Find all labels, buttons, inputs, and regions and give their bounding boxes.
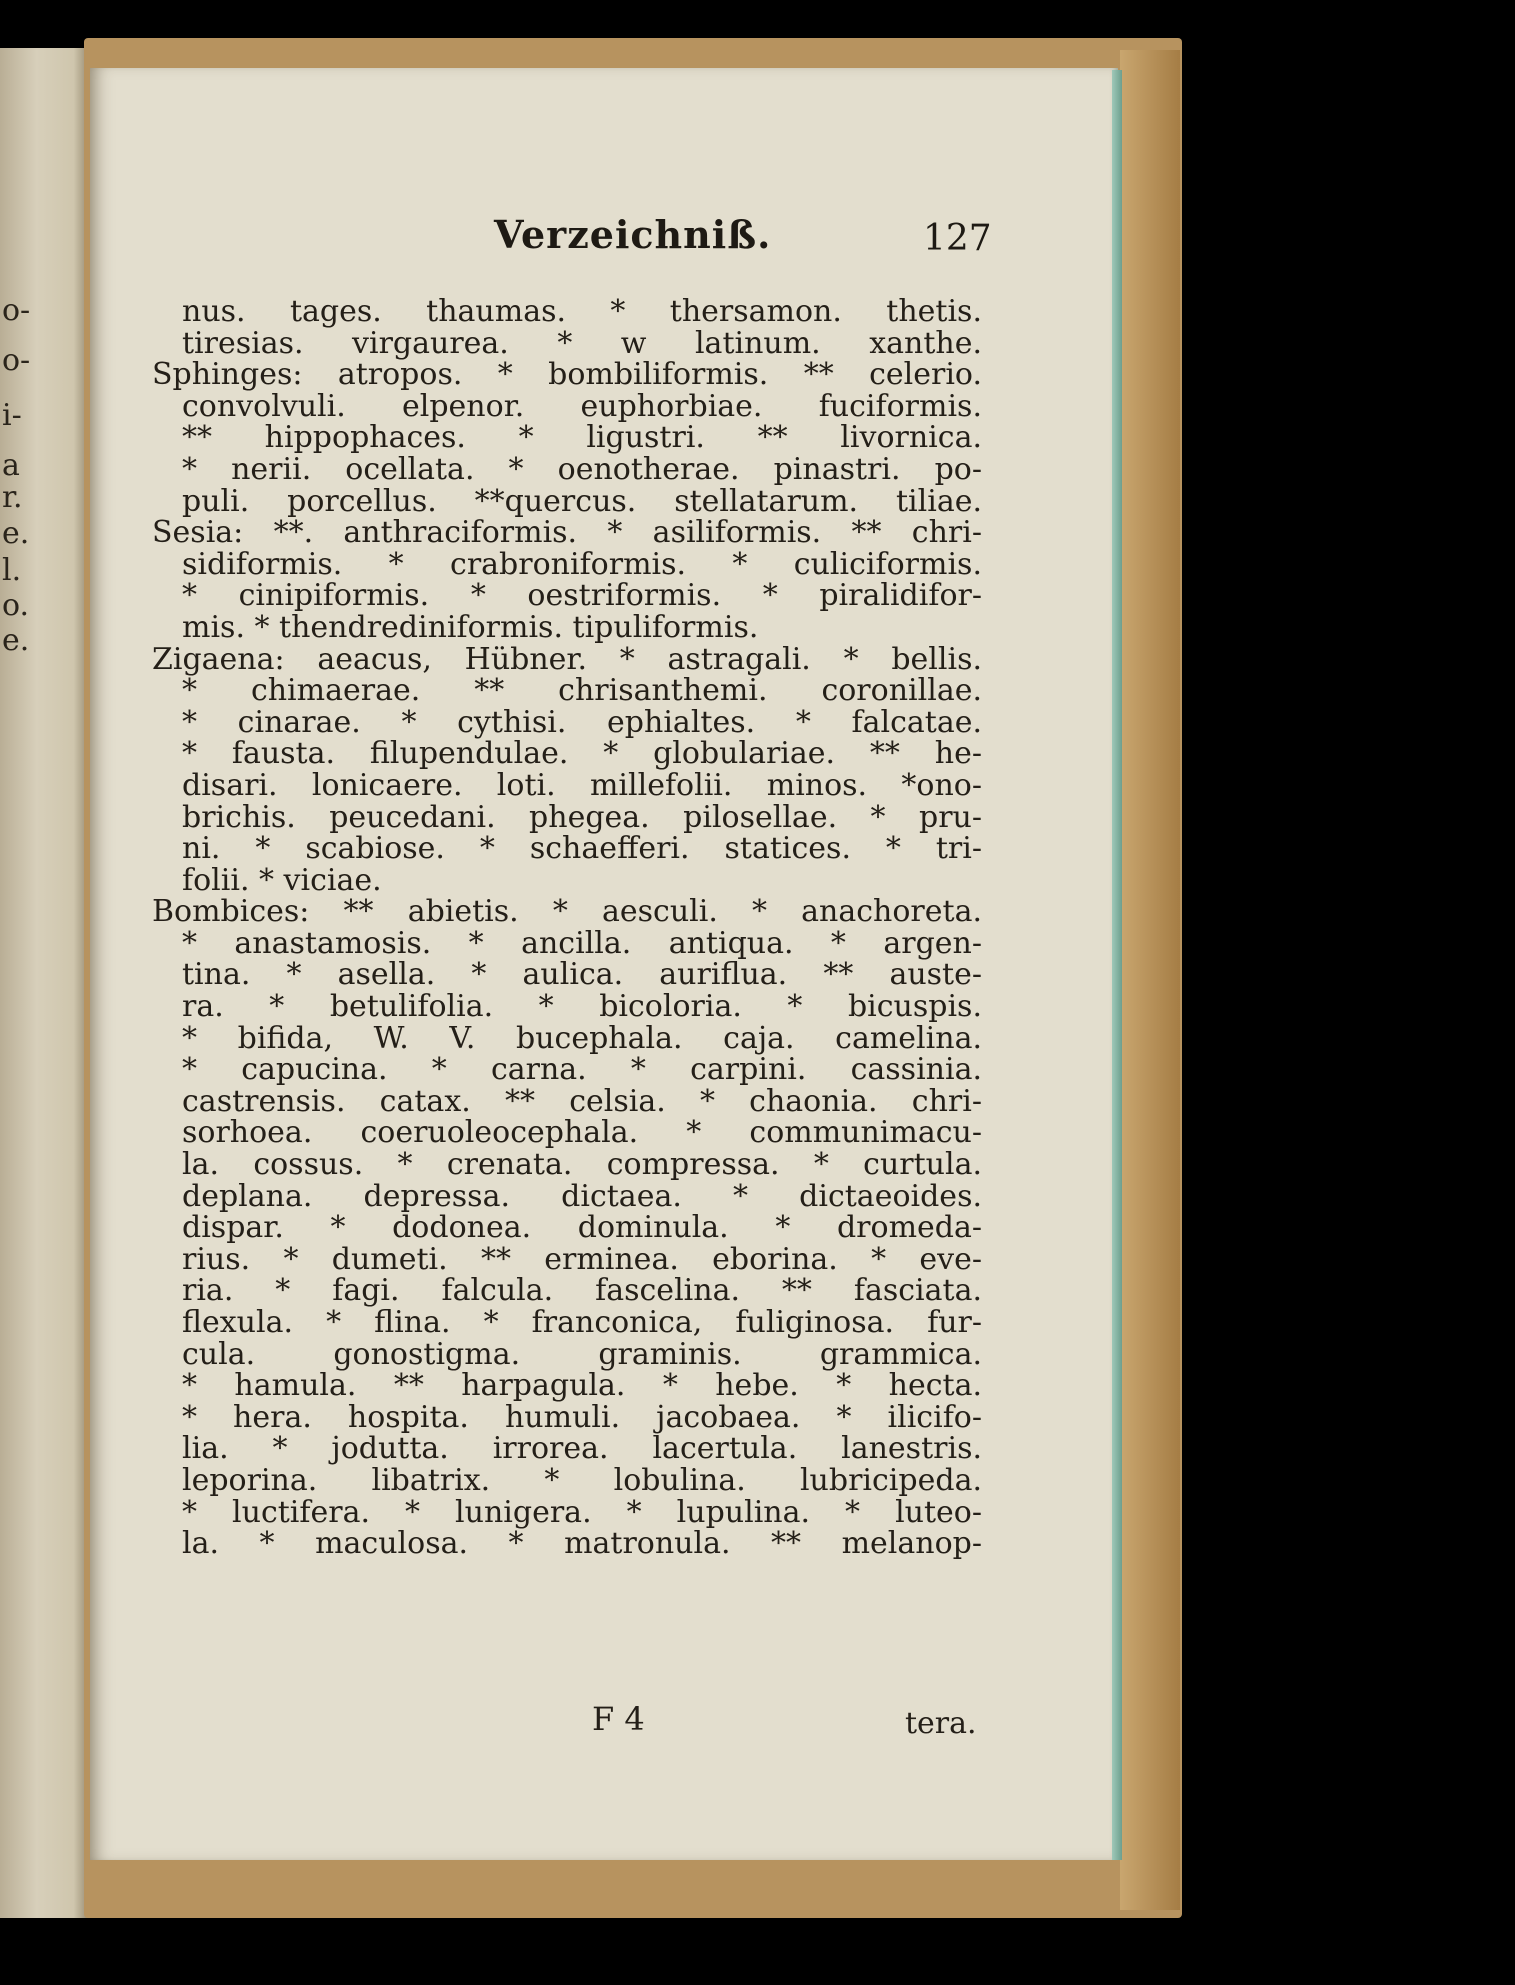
text-line: * luctifera. * lunigera. * lupulina. * luteo- — [182, 1494, 982, 1530]
text-line: folii. * viciae. — [182, 862, 382, 898]
text-line: sorhoea. coeruoleocephala. * communimacu- — [182, 1115, 982, 1151]
text-line: * chimaerae. ** chrisanthemi. coronillae. — [182, 673, 982, 709]
catchword: tera. — [905, 1706, 977, 1741]
text-line: * fausta. filupendulae. * globulariae. ** he- — [182, 736, 982, 772]
previous-page-edge — [0, 48, 92, 1918]
page-edge — [1112, 70, 1122, 1860]
page-text — [152, 294, 982, 1562]
text-line: castrensis. catax. ** celsia. * chaonia. chri- — [182, 1083, 982, 1119]
book-cover-edge — [1120, 50, 1180, 1910]
text-line: brichis. peucedani. phegea. pilosellae. * pru- — [182, 799, 982, 835]
text-line: Bombices: ** abietis. * aesculi. * anachoreta. — [152, 894, 982, 930]
text-line: sidiformis. * crabroniformis. * culiciformis. — [182, 546, 982, 582]
text-line: lia. * jodutta. irrorea. lacertula. lanestris. — [182, 1431, 982, 1467]
text-line: la. cossus. * crenata. compressa. * curtula. — [182, 1147, 982, 1183]
text-line: la. * maculosa. * matronula. ** melanop- — [182, 1526, 982, 1562]
left-page-fragment: e. — [2, 516, 30, 551]
page-number: 127 — [923, 218, 992, 259]
text-line: Zigaena: aeacus, Hübner. * astragali. * bellis. — [152, 641, 982, 677]
text-line: * hamula. ** harpagula. * hebe. * hecta. — [182, 1368, 982, 1404]
text-line: convolvuli. elpenor. euphorbiae. fuciformis. — [182, 388, 982, 424]
left-page-fragment: r. — [2, 480, 23, 515]
text-line: * hera. hospita. humuli. jacobaea. * ilicifo- — [182, 1399, 982, 1435]
text-line: mis. * thendrediniformis. tipuliformis. — [182, 609, 759, 645]
text-line: ni. * scabiose. * schaefferi. statices. * tri- — [182, 831, 982, 867]
text-line: * cinarae. * cythisi. ephialtes. * falcatae. — [182, 704, 982, 740]
left-page-fragment: l. — [2, 553, 22, 588]
text-line: Sesia: **. anthraciformis. * asiliformis. ** chri- — [152, 515, 982, 551]
text-line: disari. lonicaere. loti. millefolii. minos. *ono- — [182, 767, 982, 803]
text-line: ra. * betulifolia. * bicoloria. * bicuspis. — [182, 989, 982, 1025]
left-page-fragment: o. — [2, 588, 30, 623]
left-page-fragment: o- — [2, 343, 31, 378]
text-line: rius. * dumeti. ** erminea. eborina. * eve- — [182, 1241, 982, 1277]
text-line: ria. * fagi. falcula. fascelina. ** fasciata. — [182, 1273, 982, 1309]
signature-mark: F 4 — [592, 1700, 645, 1738]
text-line: * cinipiformis. * oestriformis. * piralidifor- — [182, 578, 982, 614]
text-line: tina. * asella. * aulica. auriflua. ** auste- — [182, 957, 982, 993]
left-page-fragment: i- — [2, 398, 22, 433]
text-line: flexula. * flina. * franconica, fuliginosa. fur- — [182, 1305, 982, 1340]
text-line: * nerii. ocellata. * oenotherae. pinastri. po- — [182, 451, 982, 487]
text-line: dispar. * dodonea. dominula. * dromeda- — [182, 1210, 982, 1246]
text-line: nus. tages. thaumas. * thersamon. thetis. — [182, 294, 982, 329]
text-line: leporina. libatrix. * lobulina. lubricipeda. — [182, 1462, 982, 1498]
text-line: ** hippophaces. * ligustri. ** livornica. — [182, 420, 982, 456]
text-line: tiresias. virgaurea. * w latinum. xanthe. — [182, 325, 982, 361]
text-line: cula. gonostigma. graminis. grammica. — [182, 1336, 982, 1372]
left-page-fragment: o- — [2, 293, 31, 328]
left-page-fragment: e. — [2, 623, 30, 658]
text-line: puli. porcellus. **quercus. stellatarum. tiliae. — [182, 483, 982, 519]
text-line: * capucina. * carna. * carpini. cassinia. — [182, 1052, 982, 1088]
text-line: * anastamosis. * ancilla. antiqua. * argen- — [182, 925, 982, 961]
left-page-fragment: a — [2, 448, 20, 483]
text-line: * bifida, W. V. bucephala. caja. camelina. — [182, 1020, 982, 1056]
text-line: deplana. depressa. dictaea. * dictaeoides. — [182, 1178, 982, 1214]
running-head-title: Verzeichniß. — [494, 212, 772, 257]
text-line: Sphinges: atropos. * bombiliformis. ** celerio. — [152, 357, 982, 393]
